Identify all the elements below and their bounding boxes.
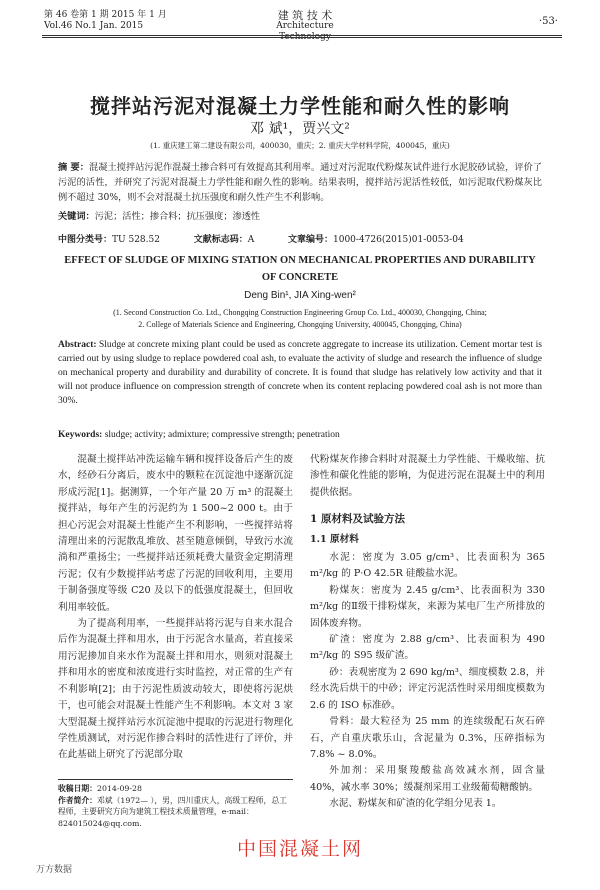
abstract-cn-text: 混凝土搅拌站污泥作混凝土掺合料可有效提高其利用率。通过对污泥取代粉煤灰试件进行水泥胶砂试验，评价了污泥的活性，并研究了污泥对混凝土力学性能和耐久性的影响。结果表明，搅拌站污泥活性较低，如污泥取代粉煤灰比例不超过 30%，则不会对混凝土抗压强度和耐久性产生不利影响。 [58, 162, 542, 203]
received-date [58, 783, 293, 795]
keywords-cn [58, 209, 542, 224]
section-heading-1: 1 原材料及试验方法 [310, 513, 405, 526]
classification-meta [58, 232, 464, 245]
keywords-cn-label: 关键词： [58, 211, 95, 222]
section-heading-1-1: 1.1 原材料 [310, 533, 359, 545]
body-column-right [310, 452, 545, 813]
affiliation-en-1: (1. Second Construction Co. Ltd., Chongqing Construction Engineering Group Co. Ltd., 400030, Chongqing, China; [113, 308, 487, 317]
journal-volume-cn: 第 46 卷第 1 期 2015 年 1 月 [44, 10, 167, 20]
material-item: 外加剂：采用聚羧酸盐高效减水剂，固含量 40%，减水率 30%；缓凝剂采用工业级葡萄糖酸钠。 [310, 765, 545, 793]
doc-code-value: A [247, 235, 255, 245]
header-rule-bottom [42, 37, 562, 38]
keywords-en [58, 430, 340, 440]
paper-title: 搅拌站污泥对混凝土力学性能和耐久性的影响 [90, 94, 510, 118]
body-paragraph: 为了提高利用率，一些搅拌站将污泥与自来水混合后作为混凝土拌和用水，由于污泥含水量高，若直接采用污泥掺加自来水作为混凝土拌和用水，则须对混凝土拌和用水的密度和浓度进行实时监控，对正常的生产有不利影响[2]；由于污泥性质波动较大，即使将污泥烘干，也可能会对混凝土性能产生不利影响。本文对 3 家大型混凝土搅拌站污水沉淀池中提取的污泥进行物理化学性质测试，对污泥作掺合料时的活性进行了评价，并在此基础上研究了污泥部分取 [58, 618, 293, 761]
keywords-cn-text: 污泥；活性；掺合料；抗压强度；渗透性 [94, 211, 261, 222]
abstract-en-label: Abstract: [58, 340, 97, 350]
doc-code-label: 文献标志码： [193, 235, 248, 245]
body-paragraph: 混凝土搅拌站冲洗运输车辆和搅拌设备后产生的废水，经砂石分离后，废水中的颗粒在沉淀池中逐渐沉淀形成污泥[1]。据测算，一个年产量 20 万 m³ 的混凝土搅拌站，每年产生的污泥约为 1 500~2 000 t。由于担心污泥会对混凝土性能产生不利影响，一些搅拌站将清理出来的污泥散乱堆放、甚至随意倾倒，导致污水流淌和严重扬尘；一些搅拌站还须耗费大量资金定期清理污泥；仅有少数搅拌站考虑了污泥的回收利用，主要用于制备强度等级 C20 及以下的低强度混凝土，但回收利用率较低。 [58, 454, 293, 613]
paper-authors-en: Deng Bin¹, JIA Xing-wen² [244, 290, 356, 301]
paper-authors: 邓 斌¹，贾兴文² [250, 121, 350, 137]
keywords-en-text: sludge; activity; admixture; compressive strength; penetration [104, 430, 340, 440]
clc-value: TU 528.52 [112, 235, 160, 245]
article-no-label: 文章编号： [287, 235, 333, 245]
received-label: 收稿日期： [58, 784, 97, 793]
material-item: 水泥：密度为 3.05 g/cm³、比表面积为 365 m²/kg 的 P·O 42.5R 硅酸盐水泥。 [310, 552, 545, 580]
material-item: 粉煤灰：密度为 2.45 g/cm³、比表面积为 330 m²/kg 的Ⅱ级干排粉煤灰，来源为某电厂生产所排放的固体废弃物。 [310, 584, 545, 629]
material-item: 矿渣：密度为 2.88 g/cm³、比表面积为 490 m²/kg 的 S95 级矿渣。 [310, 634, 545, 662]
paper-affiliation: (1. 重庆建工第二建设有限公司，400030，重庆；2. 重庆大学材料学院，400045，重庆) [150, 141, 450, 150]
watermark-text: 中国混凝土网 [236, 838, 363, 860]
journal-volume-en: Vol.46 No.1 Jan. 2015 [44, 21, 144, 31]
footnote-rule [58, 779, 293, 780]
abstract-cn [58, 160, 542, 224]
journal-name-en: Architecture [276, 21, 334, 31]
journal-name [250, 10, 360, 43]
body-column-left [58, 452, 293, 764]
footnote [58, 783, 293, 829]
page-number: ·53· [538, 16, 558, 27]
keywords-en-label: Keywords: [58, 430, 103, 440]
journal-name-cn: 建 筑 技 术 [277, 9, 333, 22]
paper-affiliation-en [60, 307, 540, 331]
paper-title-en: EFFECT OF SLUDGE OF MIXING STATION ON MECHANICAL PROPERTIES AND DURABILITY OF CONCRETE [64, 255, 536, 283]
journal-volume-info [44, 10, 167, 32]
received-value: 2014-09-28 [96, 784, 142, 793]
abstract-cn-label: 摘 要： [58, 162, 89, 173]
author-bio-label: 作者简介： [58, 795, 97, 805]
material-item: 砂：表观密度为 2 690 kg/m³、细度模数 2.8，并经水洗后烘干的中砂；评定污泥活性时采用细度模数为 2.6 的 ISO 标准砂。 [310, 666, 545, 711]
material-item: 水泥、粉煤灰和矿渣的化学组分见表 1。 [329, 798, 502, 810]
wanfang-data-label: 万方数据 [36, 865, 73, 875]
article-no-value: 1000-4726(2015)01-0053-04 [333, 235, 464, 245]
body-paragraph: 代粉煤灰作掺合料时对混凝土力学性能、干燥收缩、抗渗性和碳化性能的影响，为促进污泥在混凝土中的利用提供依据。 [310, 454, 545, 498]
material-item: 骨料：最大粒径为 25 mm 的连续级配石灰石碎石，产自重庆歌乐山，含泥量为 0.3%，压碎指标为 7.8% ~ 8.0%。 [310, 716, 545, 760]
abstract-en-text: Sludge at concrete mixing plant could be used as concrete aggregate to increase its utilization. Cement mortar test is carried out by using sludge to replace powdered coal ash, to evaluate the activity of sludge and research the influence of sludge on mechanical property and durability and durability of concrete. It is found that sludge has relatively low activity and that it will not produce influence on compression strength of concrete when its content replacing powdered coal ash is not more than 30%. [58, 340, 542, 406]
author-bio [58, 795, 293, 830]
header-rule-top [42, 35, 562, 36]
author-bio-text: 邓斌（1972— ），男，四川重庆人，高级工程师，总工程师，主要研究方向为建筑工程技术质量管理，e-mail：824015024@qq.com. [58, 795, 287, 828]
affiliation-en-2: 2. College of Materials Science and Engineering, Chongqing University, 400045, Chongqing, China) [138, 320, 462, 329]
abstract-en [58, 338, 542, 408]
clc-label: 中图分类号： [58, 235, 113, 245]
